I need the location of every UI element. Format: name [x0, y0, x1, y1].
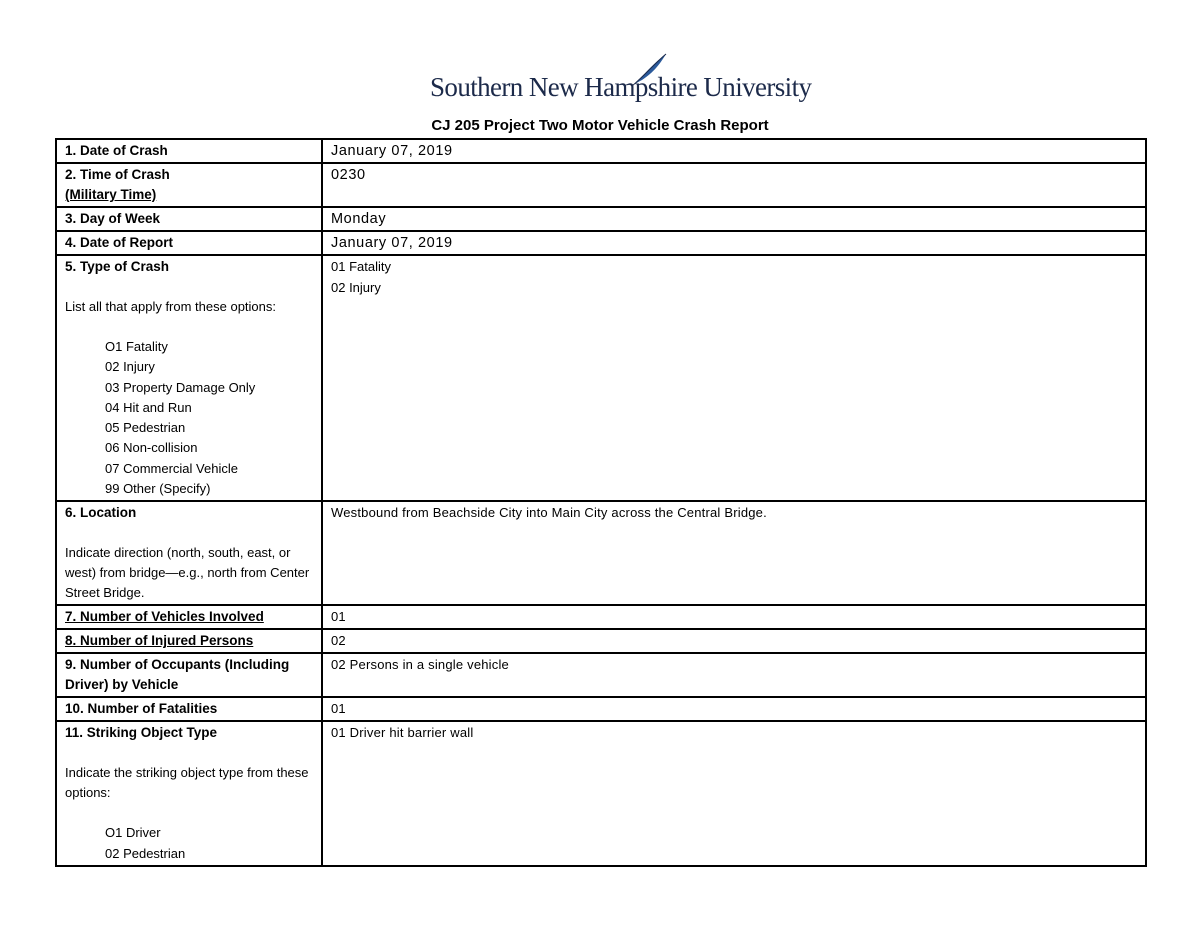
date-of-report-label: 4. Date of Report [65, 235, 174, 250]
day-of-week-label: 3. Day of Week [65, 211, 161, 226]
striking-object-label: 11. Striking Object Type [65, 725, 218, 741]
list-item: 02 Injury [105, 359, 155, 375]
date-of-report-value: January 07, 2019 [331, 235, 453, 251]
list-item: 99 Other (Specify) [105, 481, 211, 497]
type-of-crash-instruction: List all that apply from these options: [65, 299, 277, 314]
label-cell [56, 255, 322, 501]
injured-persons-label: 8. Number of Injured Persons [65, 633, 254, 649]
striking-object-instruction: Indicate the striking object type from these options: [65, 765, 309, 801]
list-item: O1 Driver [105, 825, 161, 841]
table-row [56, 255, 1146, 501]
university-logo [430, 58, 812, 108]
table-row [56, 207, 1146, 231]
value-cell [322, 653, 1146, 697]
logo-wordmark: Southern New Hampshire University [430, 72, 812, 102]
label-cell [56, 697, 322, 721]
label-cell [56, 653, 322, 697]
list-item: 04 Hit and Run [105, 399, 192, 415]
value-cell [322, 629, 1146, 653]
fatalities-label: 10. Number of Fatalities [65, 701, 218, 717]
table-row [56, 653, 1146, 697]
list-item: 02 Pedestrian [105, 845, 186, 861]
vehicles-involved-label: 7. Number of Vehicles Involved [65, 609, 264, 625]
list-item: O1 Fatality [105, 339, 168, 354]
location-instruction: Indicate direction (north, south, east, or west) from bridge—e.g., north from Center Street Bridge. [65, 545, 310, 601]
date-of-crash-value: January 07, 2019 [331, 143, 453, 159]
injured-persons-value: 02 [331, 633, 346, 649]
vehicles-involved-value: 01 [331, 609, 346, 625]
type-of-crash-label: 5. Type of Crash [65, 259, 170, 274]
time-of-crash-value: 0230 [331, 167, 366, 183]
table-row [56, 721, 1146, 866]
label-cell [56, 605, 322, 629]
label-cell [56, 629, 322, 653]
type-of-crash-options [65, 337, 313, 499]
label-cell [56, 231, 322, 255]
value-cell [322, 721, 1146, 866]
table-row [56, 231, 1146, 255]
time-of-crash-label: 2. Time of Crash [65, 167, 170, 182]
value-cell [322, 139, 1146, 163]
label-cell [56, 501, 322, 605]
time-of-crash-sublabel: (Military Time) [65, 187, 157, 202]
feather-icon [628, 52, 668, 88]
location-value: Westbound from Beachside City into Main City across the Central Bridge. [331, 505, 767, 521]
table-row [56, 697, 1146, 721]
occupants-sublabel: Driver) by Vehicle [65, 677, 179, 693]
label-cell [56, 207, 322, 231]
crash-report-table [55, 138, 1147, 867]
striking-object-value: 01 Driver hit barrier wall [331, 725, 474, 741]
value-cell [322, 697, 1146, 721]
location-label: 6. Location [65, 505, 137, 521]
list-item: 05 Pedestrian [105, 420, 186, 436]
table-row [56, 629, 1146, 653]
table-row [56, 605, 1146, 629]
label-cell [56, 163, 322, 207]
fatalities-value: 01 [331, 701, 346, 717]
striking-object-options [65, 823, 313, 864]
date-of-crash-label: 1. Date of Crash [65, 143, 168, 158]
list-item: 02 Injury [331, 279, 381, 295]
table-row [56, 501, 1146, 605]
label-cell [56, 139, 322, 163]
list-item: 07 Commercial Vehicle [105, 460, 238, 476]
occupants-value: 02 Persons in a single vehicle [331, 657, 509, 673]
list-item: 03 Property Damage Only [105, 379, 256, 395]
value-cell [322, 501, 1146, 605]
list-item: 06 Non-collision [105, 440, 198, 456]
table-row [56, 139, 1146, 163]
value-cell [322, 207, 1146, 231]
type-of-crash-values [331, 257, 1137, 298]
label-cell [56, 721, 322, 866]
value-cell [322, 231, 1146, 255]
value-cell [322, 605, 1146, 629]
document-title: CJ 205 Project Two Motor Vehicle Crash Report [431, 117, 769, 134]
day-of-week-value: Monday [331, 211, 387, 227]
value-cell [322, 163, 1146, 207]
value-cell [322, 255, 1146, 501]
occupants-label: 9. Number of Occupants (Including [65, 657, 290, 673]
list-item: 01 Fatality [331, 259, 391, 274]
table-row [56, 163, 1146, 207]
